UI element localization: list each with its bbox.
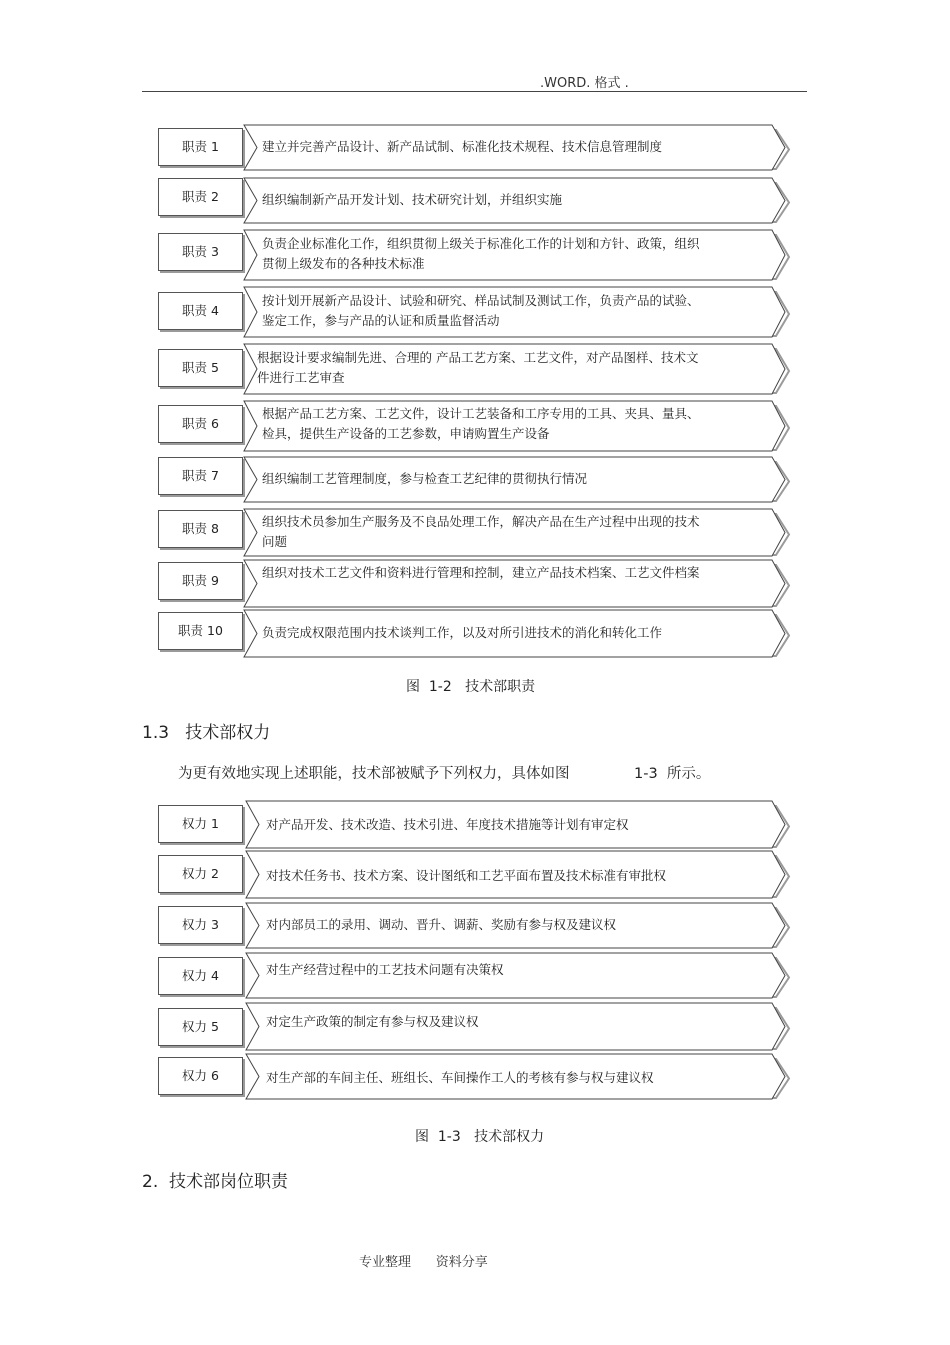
figure-caption-1-2: 图 1-2 技术部职责 (406, 679, 536, 695)
duty-label: 职责 7 (158, 457, 243, 495)
duty-label: 职责 4 (158, 292, 243, 330)
power-row (158, 953, 790, 998)
duty-label: 职责 2 (158, 178, 243, 216)
duty-text: 负责企业标准化工作，组织贯彻上级关于标准化工作的计划和方针、政策，组织 贯彻上级发布的各种技术标准 (262, 236, 700, 271)
duty-text: 组织编制工艺管理制度，参与检查工艺纪律的贯彻执行情况 (262, 471, 588, 486)
duty-row (158, 401, 790, 451)
duty-row (158, 344, 790, 394)
duty-text: 组织技术员参加生产服务及不良品处理工作，解决产品在生产过程中出现的技术 问题 (262, 514, 700, 549)
power-text: 对定生产政策的制定有参与权及建议权 (266, 1014, 479, 1029)
section-paragraph: 为更有效地实现上述职能，技术部被赋予下列权力，具体如图 1-3 所示。 (178, 766, 711, 782)
duty-row (158, 457, 790, 502)
duty-row (158, 610, 790, 657)
duty-row (158, 560, 790, 607)
duty-row (158, 125, 790, 170)
duty-label: 职责 9 (158, 562, 243, 600)
duty-row (158, 178, 790, 223)
duty-label: 职责 5 (158, 349, 243, 387)
power-text: 对内部员工的录用、调动、晋升、调薪、奖励有参与权及建议权 (266, 917, 617, 932)
duty-row (158, 509, 790, 556)
section-heading-2: 2. 技术部岗位职责 (142, 1172, 289, 1192)
duty-label: 职责 8 (158, 510, 243, 548)
duty-text: 建立并完善产品设计、新产品试制、标准化技术规程、技术信息管理制度 (262, 139, 663, 154)
duty-text: 组织对技术工艺文件和资料进行管理和控制，建立产品技术档案、工艺文件档案 (262, 565, 700, 580)
power-label: 权力 4 (158, 957, 243, 995)
power-row (158, 1003, 790, 1050)
page-header: .WORD. 格式 . (540, 76, 629, 91)
power-label: 权力 3 (158, 906, 243, 944)
power-row (158, 801, 790, 848)
duty-row (158, 287, 790, 337)
power-label: 权力 2 (158, 855, 243, 893)
duty-row (158, 230, 790, 280)
duty-text: 组织编制新产品开发计划、技术研究计划，并组织实施 (262, 192, 563, 207)
duty-text: 根据产品工艺方案、工艺文件，设计工艺装备和工序专用的工具、夹具、量具、 检具，提供生产设备的工艺参数，申请购置生产设备 (262, 406, 700, 441)
duty-label: 职责 6 (158, 405, 243, 443)
duty-text: 根据设计要求编制先进、合理的 产品工艺方案、工艺文件，对产品图样、技术文 件进行工艺审查 (257, 350, 699, 385)
duty-text: 负责完成权限范围内技术谈判工作，以及对所引进技术的消化和转化工作 (262, 625, 663, 640)
power-label: 权力 5 (158, 1008, 243, 1046)
figure-caption-1-3: 图 1-3 技术部权力 (415, 1129, 545, 1145)
power-label: 权力 6 (158, 1057, 243, 1095)
power-text: 对产品开发、技术改造、技术引进、年度技术措施等计划有审定权 (266, 817, 629, 832)
power-row (158, 1054, 790, 1099)
power-text: 对生产部的车间主任、班组长、车间操作工人的考核有参与权与建议权 (266, 1070, 654, 1085)
section-heading-1-3: 1.3 技术部权力 (142, 723, 271, 743)
page-footer: 专业整理 资料分享 (359, 1255, 488, 1270)
duty-label: 职责 1 (158, 128, 243, 166)
power-label: 权力 1 (158, 805, 243, 843)
header-divider (142, 91, 807, 92)
duty-text: 按计划开展新产品设计、试验和研究、样品试制及测试工作，负责产品的试验、 鉴定工作，参与产品的认证和质量监督活动 (262, 293, 700, 328)
power-text: 对技术任务书、技术方案、设计图纸和工艺平面布置及技术标准有审批权 (266, 868, 667, 883)
duty-label: 职责 3 (158, 233, 243, 271)
power-row (158, 851, 790, 898)
power-text: 对生产经营过程中的工艺技术问题有决策权 (266, 962, 504, 977)
duty-label: 职责 10 (158, 612, 243, 650)
power-row (158, 903, 790, 948)
